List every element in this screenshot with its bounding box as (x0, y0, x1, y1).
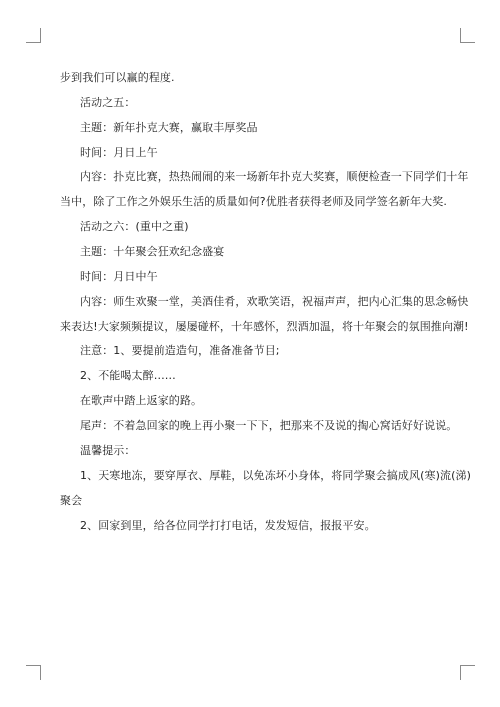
paragraph-line: 内容：师生欢聚一堂，美酒佳肴，欢歌笑语，祝福声声，把内心汇集的思念畅快 (80, 295, 469, 308)
paragraph-line: 聚会 (60, 494, 83, 507)
section-heading-activity-5: 活动之五： (80, 96, 136, 109)
paragraph-line: 2、不能喝太醉…… (80, 369, 176, 382)
paragraph-line: 主题：新年扑克大赛，赢取丰厚奖品 (80, 121, 258, 134)
section-heading-tips: 温馨提示： (80, 444, 136, 457)
crop-mark-top-left (26, 28, 41, 43)
paragraph-line: 尾声：不着急回家的晚上再小聚一下下，把那来不及说的掏心窝话好好说说。 (80, 419, 458, 432)
paragraph-line: 步到我们可以赢的程度. (60, 71, 175, 84)
paragraph-line: 在歌声中踏上返家的路。 (80, 394, 203, 407)
paragraph-line: 来表达!大家频频提议，屡屡碰杯，十年感怀，烈酒加温，将十年聚会的氛围推向潮! (60, 320, 469, 333)
crop-mark-bottom-right (460, 665, 475, 680)
paragraph-line: 主题：十年聚会狂欢纪念盛宴 (80, 245, 225, 258)
paragraph-line: 时间：月日上午 (80, 146, 158, 159)
paragraph-line: 内容：扑克比赛，热热闹闹的来一场新年扑克大奖赛，顺便检查一下同学们十年 (80, 170, 469, 183)
paragraph-line: 时间：月日中午 (80, 270, 158, 283)
paragraph-line: 当中，除了工作之外娱乐生活的质量如何?优胜者获得老师及同学签名新年大奖. (60, 195, 447, 208)
crop-mark-bottom-left (26, 665, 41, 680)
section-heading-activity-6: 活动之六：(重中之重) (80, 220, 189, 233)
crop-mark-top-right (460, 28, 475, 43)
paragraph-line: 注意：1、要提前造造句，准备准备节目; (80, 344, 280, 357)
paragraph-line: 2、回家到里，给各位同学打打电话，发发短信，报报平安。 (80, 519, 376, 532)
paragraph-line: 1、天寒地冻，要穿厚衣、厚鞋，以免冻坏小身体，将同学聚会搞成风(寒)流(涕) (80, 469, 471, 482)
